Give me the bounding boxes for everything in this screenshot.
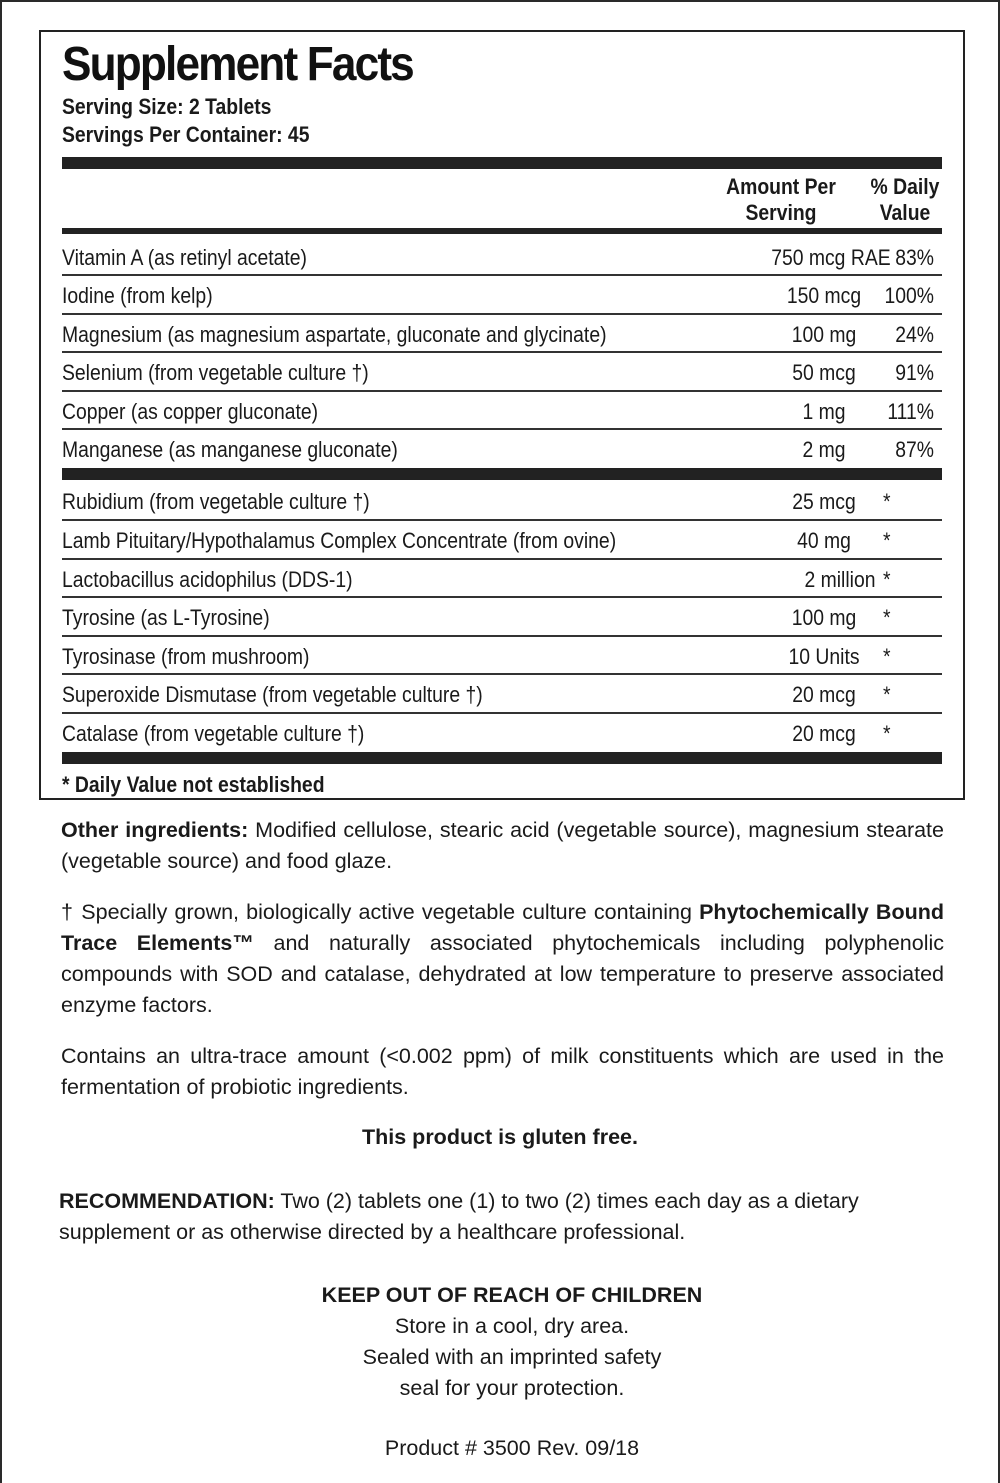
ingredient-daily-value: * bbox=[883, 644, 891, 669]
ingredient-amount: 20 mcg bbox=[792, 682, 856, 707]
warning-line: Store in a cool, dry area. bbox=[394, 1314, 630, 1338]
servings-per-container: Servings Per Container: 45 bbox=[62, 122, 310, 147]
ingredient-name: Tyrosine (as L-Tyrosine) bbox=[62, 605, 270, 630]
nutrient-name: Selenium (from vegetable culture †) bbox=[62, 360, 369, 385]
recommendation bbox=[59, 1186, 954, 1248]
nutrient-amount: 150 mcg bbox=[786, 283, 862, 308]
daily-value-footnote: * Daily Value not established bbox=[62, 772, 325, 797]
ingredient-name: Tyrosinase (from mushroom) bbox=[62, 644, 310, 669]
facts-title: Supplement Facts bbox=[62, 38, 413, 91]
ingredient-amount: 20 mcg bbox=[792, 721, 856, 746]
ingredient-name: Rubidium (from vegetable culture †) bbox=[62, 489, 370, 514]
ingredient-row bbox=[62, 637, 942, 675]
recommendation-text: Two (2) tablets one (1) to two (2) times each day as a dietary supplement or as otherwise directed by a healthcare professional. bbox=[59, 1189, 859, 1244]
ingredient-amount: 10 Units bbox=[788, 644, 860, 669]
nutrient-amount: 50 mcg bbox=[792, 360, 856, 385]
warning-line: Sealed with an imprinted safety bbox=[362, 1345, 662, 1369]
nutrient-name: Copper (as copper gluconate) bbox=[62, 399, 319, 424]
dagger-footnote-bold: Phytochemically Bound Trace Elements™ bbox=[61, 900, 944, 955]
thick-divider-middle bbox=[62, 468, 942, 480]
warning-line: seal for your protection. bbox=[399, 1376, 625, 1400]
nutrient-row bbox=[62, 315, 942, 353]
column-header-amount bbox=[719, 174, 842, 226]
ingredient-amount: 100 mg bbox=[791, 605, 857, 630]
ingredient-row bbox=[62, 714, 942, 752]
nutrient-daily-value: 100% bbox=[884, 283, 934, 308]
product-code: Product # 3500 Rev. 09/18 bbox=[384, 1436, 640, 1460]
ingredient-amount: 25 mcg bbox=[792, 489, 856, 514]
milk-constituents-note: Contains an ultra-trace amount (<0.002 ppm) of milk constituents which are used in the fermentation of probiotic ingredients. bbox=[61, 1044, 944, 1099]
warning-title: KEEP OUT OF REACH OF CHILDREN bbox=[321, 1283, 703, 1307]
other-ingredients bbox=[61, 815, 944, 877]
nutrient-daily-value: 111% bbox=[887, 399, 934, 424]
ingredient-daily-value: * bbox=[883, 682, 891, 707]
gluten-free-statement: This product is gluten free. bbox=[362, 1125, 638, 1149]
nutrient-daily-value: 24% bbox=[895, 322, 934, 347]
header-divider bbox=[62, 228, 942, 234]
ingredient-amount: 2 million bbox=[804, 567, 876, 592]
nutrient-daily-value: 87% bbox=[895, 437, 934, 462]
recommendation-label: RECOMMENDATION: bbox=[59, 1189, 275, 1213]
ingredient-row bbox=[62, 482, 942, 520]
other-ingredients-text: Modified cellulose, stearic acid (vegetable source), magnesium stearate (vegetable source) and food glaze. bbox=[61, 818, 944, 873]
nutrient-amount: 100 mg bbox=[791, 322, 857, 347]
ingredient-row bbox=[62, 598, 942, 636]
nutrient-daily-value: 83% bbox=[895, 245, 934, 270]
safety-warning bbox=[12, 1280, 1000, 1404]
nutrient-row bbox=[62, 430, 942, 468]
ingredient-daily-value: * bbox=[883, 528, 891, 553]
nutrient-row bbox=[62, 392, 942, 430]
nutrient-amount: 2 mg bbox=[802, 437, 846, 462]
nutrient-amount: 750 mcg RAE bbox=[771, 245, 891, 270]
dagger-footnote bbox=[61, 897, 944, 1021]
ingredient-daily-value: * bbox=[883, 567, 891, 592]
dagger-footnote-prefix: † Specially grown, biologically active vegetable culture containing bbox=[61, 900, 700, 924]
ingredient-amount: 40 mg bbox=[797, 528, 851, 553]
nutrient-name: Iodine (from kelp) bbox=[62, 283, 213, 308]
column-header-amount-line1: Amount Per bbox=[726, 174, 836, 199]
ingredient-row bbox=[62, 560, 942, 598]
column-header-daily-value bbox=[859, 174, 951, 226]
other-ingredients-label: Other ingredients: bbox=[61, 818, 249, 842]
nutrient-row bbox=[62, 276, 942, 314]
ingredient-daily-value: * bbox=[883, 721, 891, 746]
column-header-amount-line2: Serving bbox=[745, 200, 817, 225]
ingredient-name: Lactobacillus acidophilus (DDS-1) bbox=[62, 567, 353, 592]
nutrient-row bbox=[62, 238, 942, 276]
page-left-border bbox=[0, 0, 2, 1483]
thick-divider-top bbox=[62, 157, 942, 169]
supplement-facts-panel bbox=[39, 30, 965, 800]
nutrient-name: Manganese (as manganese gluconate) bbox=[62, 437, 398, 462]
column-header-dv-line2: Value bbox=[879, 200, 931, 225]
ingredient-daily-value: * bbox=[883, 605, 891, 630]
serving-size: Serving Size: 2 Tablets bbox=[62, 94, 272, 119]
nutrient-daily-value: 91% bbox=[895, 360, 934, 385]
ingredient-row bbox=[62, 521, 942, 559]
page-top-border bbox=[0, 0, 1000, 2]
thick-divider-bottom bbox=[62, 752, 942, 764]
ingredient-row bbox=[62, 675, 942, 713]
ingredient-name: Superoxide Dismutase (from vegetable culture †) bbox=[62, 682, 483, 707]
column-header-dv-line1: % Daily bbox=[870, 174, 940, 199]
ingredient-name: Lamb Pituitary/Hypothalamus Complex Concentrate (from ovine) bbox=[62, 528, 617, 553]
ingredient-name: Catalase (from vegetable culture †) bbox=[62, 721, 365, 746]
ingredient-daily-value: * bbox=[883, 489, 891, 514]
nutrient-row bbox=[62, 353, 942, 391]
nutrient-amount: 1 mg bbox=[802, 399, 846, 424]
nutrient-name: Vitamin A (as retinyl acetate) bbox=[62, 245, 307, 270]
dagger-footnote-suffix: and naturally associated phytochemicals including polyphenolic compounds with SOD and catalase, dehydrated at low temperature to preserve associated enzyme factors. bbox=[61, 931, 944, 1017]
nutrient-name: Magnesium (as magnesium aspartate, gluconate and glycinate) bbox=[62, 322, 607, 347]
